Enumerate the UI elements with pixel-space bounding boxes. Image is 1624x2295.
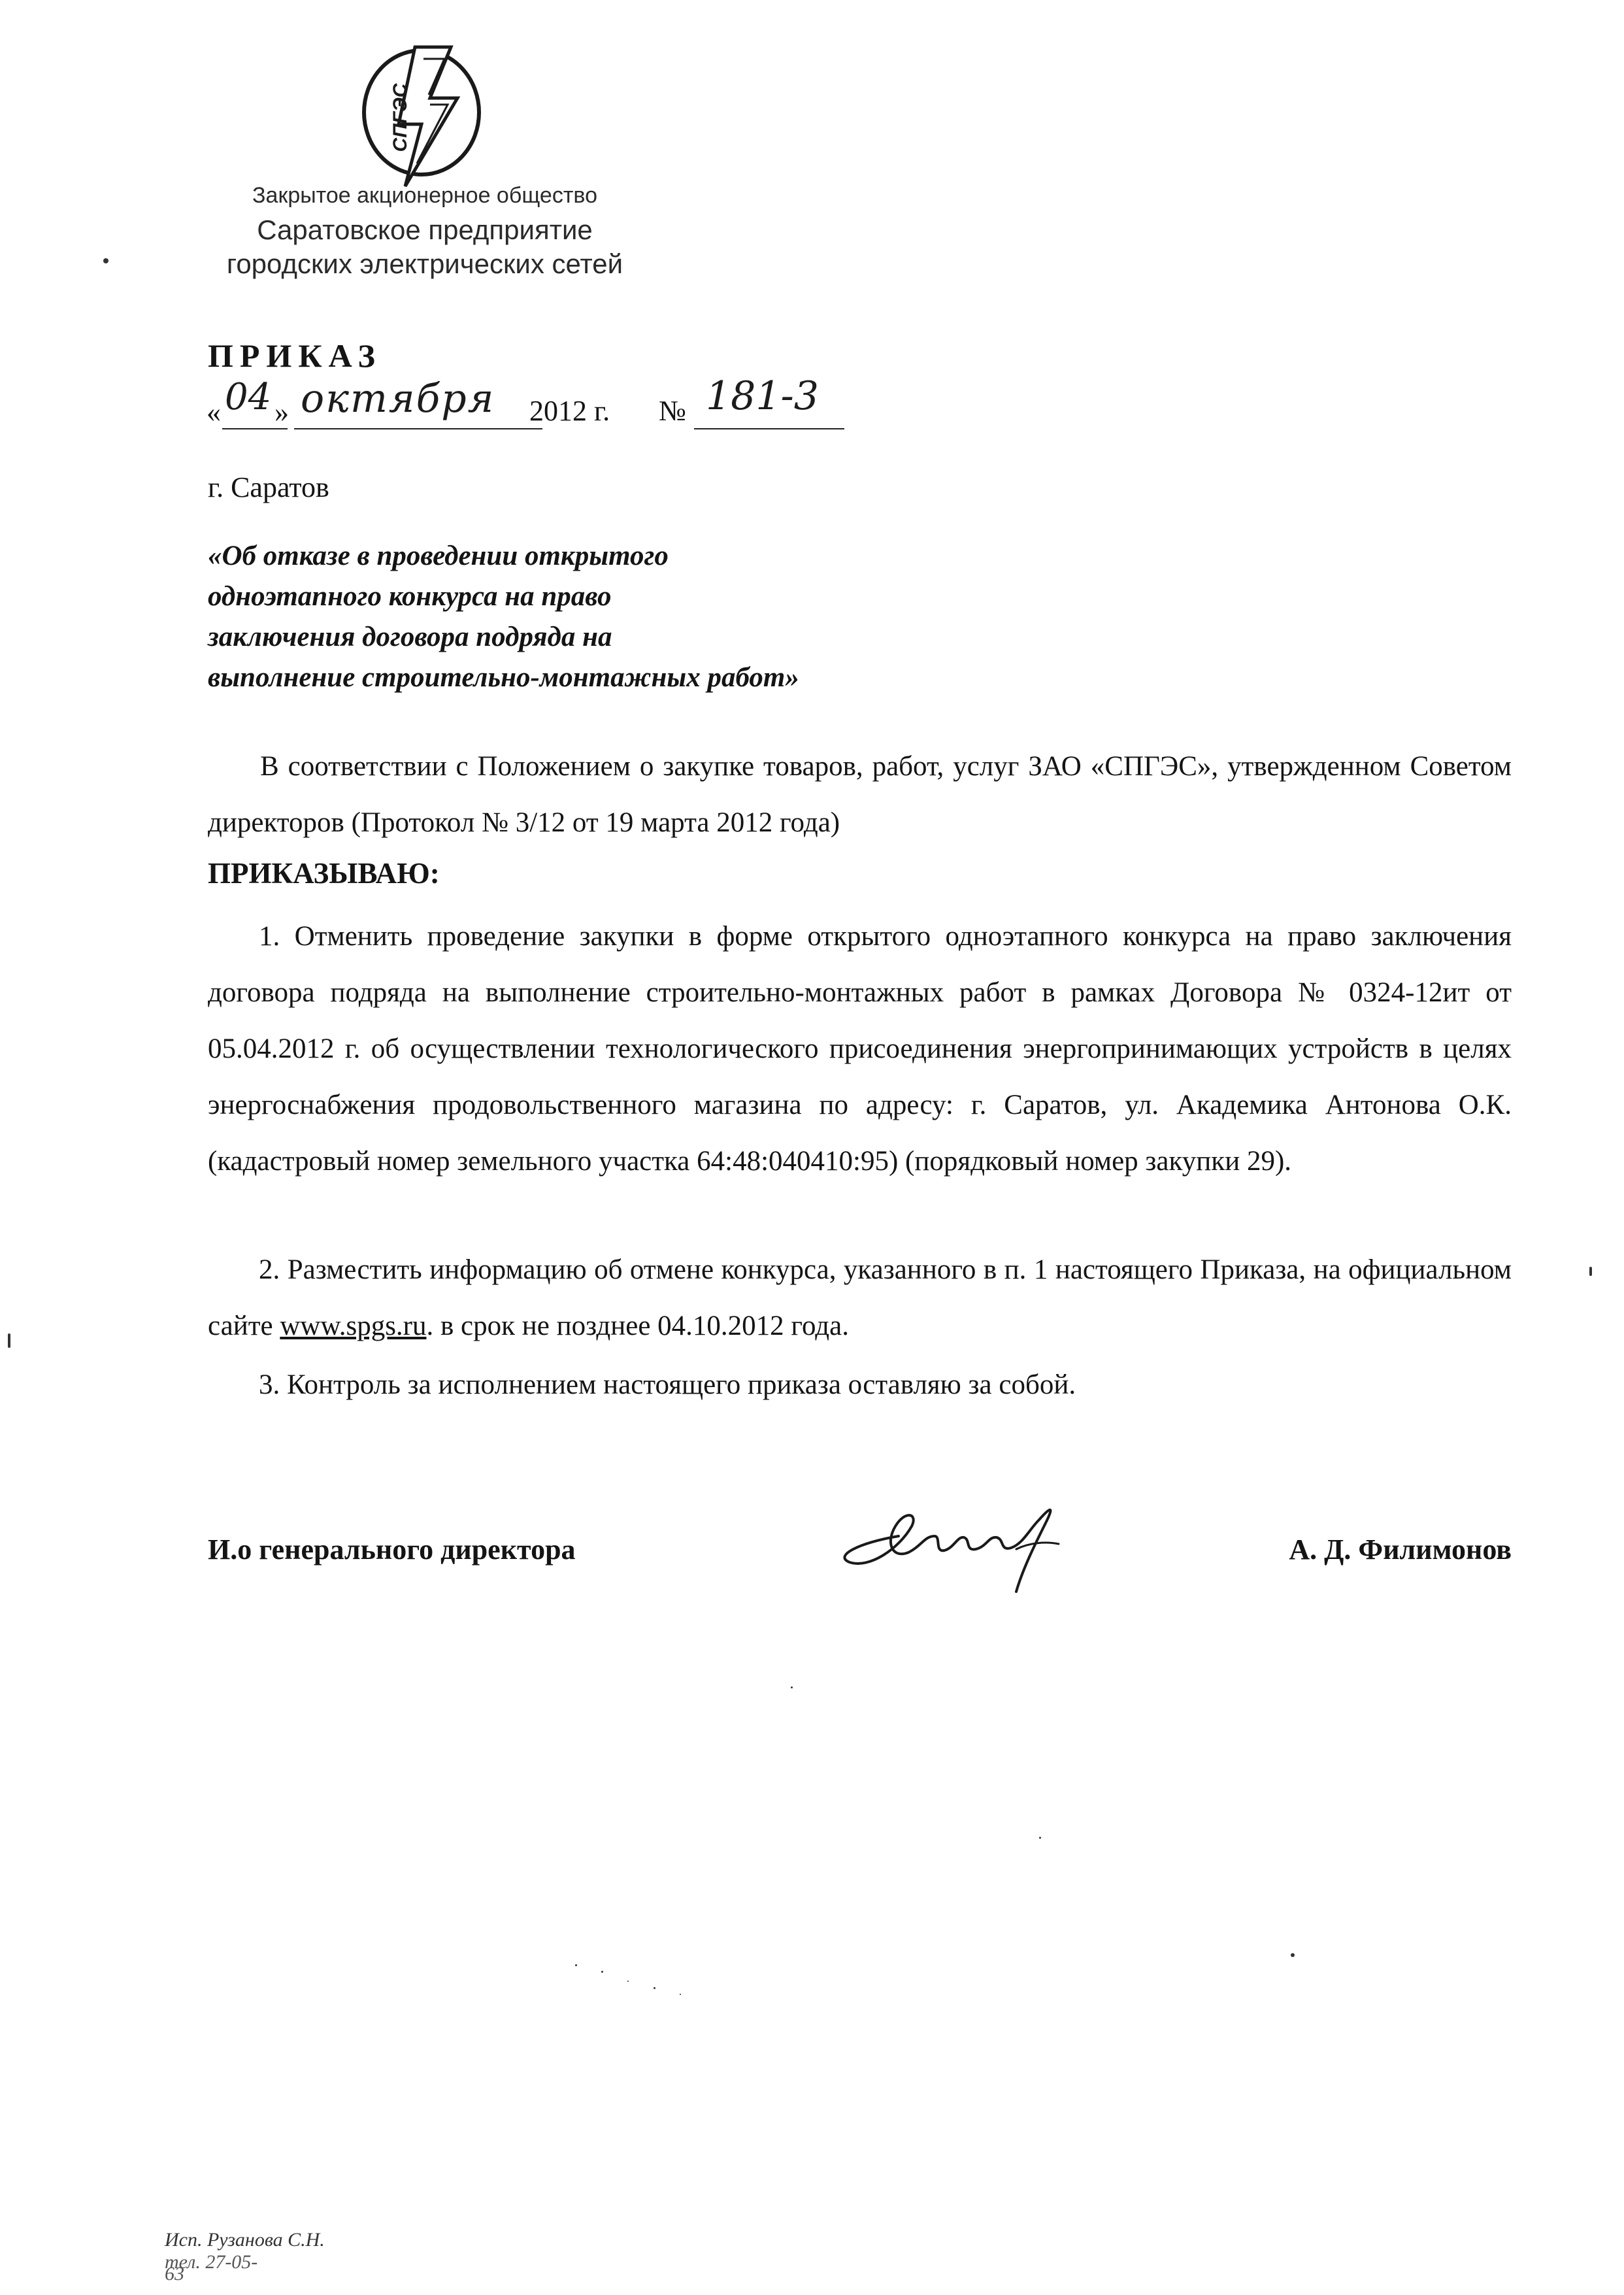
order-date-line: « 04 » октября 2012 г. № 181-3 [196,376,850,435]
order-year: 2012 г. [529,395,610,427]
org-name-line2: городских электрических сетей [226,248,623,279]
handwritten-signature [820,1464,1082,1601]
executor-note: Исп. Рузанова С.Н. [165,2229,325,2251]
order-item-3: 3. Контроль за исполнением настоящего приказа оставляю за собой. [259,1369,1076,1400]
executor-phone-cropped: тел. 27-05-63 [165,2251,258,2285]
document-type: ПРИКАЗ [208,337,382,374]
handwritten-order-number: 181-3 [706,373,819,419]
order-subject [208,536,992,698]
order-word: ПРИКАЗЫВАЮ: [208,857,440,890]
subject-line: заключения договора подряда на [208,622,612,652]
logo-text: СПГЭС [389,83,411,152]
subject-line: одноэтапного конкурса на право [208,581,612,612]
subject-line: «Об отказе в проведении открытого [208,541,669,571]
website-link[interactable]: www.spgs.ru [280,1311,427,1341]
signatory-title: И.о генерального директора [208,1533,576,1566]
order-item-2: 2. Разместить информацию об отмене конкурса, указанного в п. 1 настоящего Приказа, на официальном сайте www.spgs.ru. в срок не позднее 04.10.2012 года. [208,1254,1512,1341]
org-name-line1: Саратовское предприятие [257,214,593,245]
order-item-1: 1. Отменить проведение закупки в форме открытого одноэтапного конкурса на право заключения договора подряда на выполнение строительно-монтажных работ в рамках Договора № 0324-12ит от 05.04.2012 г. об осуществлении технологического присоединения энергопринимающих устройств в целях энергоснабжения продовольственного магазина по адресу: г. Саратов, ул. Академика Антонова О.К. (кадастровый номер земельного участка 64:48:040410:95) (порядковый номер закупки 29). [208,921,1512,1177]
org-type: Закрытое акционерное общество [252,183,597,208]
subject-line: выполнение строительно-монтажных работ» [208,662,799,693]
signatory-name: А. Д. Филимонов [1289,1533,1512,1566]
handwritten-day: 04 [225,376,272,418]
handwritten-month: октября [301,376,495,422]
intro-paragraph: В соответствии с Положением о закупке товаров, работ, услуг ЗАО «СПГЭС», утвержденном Советом директоров (Протокол № 3/12 от 19 марта 2012 года) [208,751,1512,838]
number-prefix: № [659,395,686,427]
city: г. Саратов [208,471,329,503]
company-logo [353,39,490,196]
